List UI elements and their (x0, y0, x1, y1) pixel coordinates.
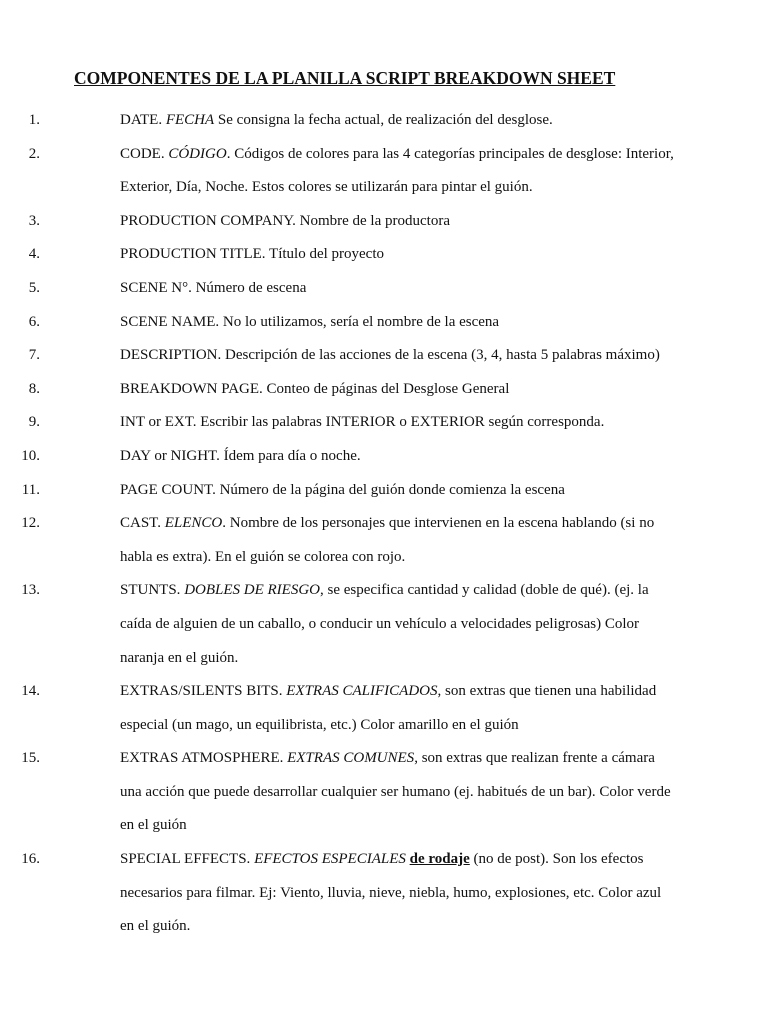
italic-term: FECHA (165, 112, 215, 128)
text-segment: PRODUCTION TITLE. Título del proyecto (120, 246, 384, 263)
list-item-line (120, 910, 700, 944)
list-item-line (120, 306, 700, 340)
list-item-line (120, 709, 700, 743)
list-item (0, 104, 700, 138)
italic-term: EXTRAS CALIFICADOS (286, 683, 438, 700)
list-item-number: 7. (28, 347, 40, 364)
list-item (0, 272, 700, 306)
text-segment: Exterior, Día, Noche. Estos colores se utilizarán para pintar el guión. (120, 179, 533, 196)
list-item-line (120, 205, 700, 239)
text-segment: SCENE NAME. No lo utilizamos, sería el nombre de la escena (120, 313, 500, 330)
text-segment: INT or EXT. Escribir las palabras INTERIOR o EXTERIOR según corresponda. (120, 414, 605, 431)
list-item (0, 238, 700, 272)
text-segment: SCENE N°. Número de escena (120, 279, 307, 296)
list-item-line (120, 608, 700, 642)
list-item-number: 6. (28, 313, 40, 330)
text-segment: caída de alguien de un caballo, o conducir un vehículo a velocidades peligrosas) Color (120, 615, 639, 632)
text-segment: necesarios para filmar. Ej: Viento, lluvia, nieve, niebla, humo, explosiones, etc. Color azul (120, 884, 662, 901)
text-segment: SPECIAL EFFECTS. (120, 851, 255, 868)
list-item-line (120, 406, 700, 440)
text-segment: CODE. (120, 145, 169, 162)
list-item (0, 843, 700, 944)
text-segment: CAST. (120, 515, 165, 532)
text-segment: en el guión (120, 817, 187, 834)
list-item (0, 406, 700, 440)
list-item-line (120, 642, 700, 676)
list-item (0, 675, 700, 742)
text-segment: , son extras que tienen una habilidad (437, 683, 657, 700)
list-item-number: 10. (21, 447, 40, 464)
text-segment: (no de post). Son los efectos (469, 851, 644, 868)
list-item-line (120, 574, 700, 608)
text-segment: especial (un mago, un equilibrista, etc.) Color amarillo en el guión (120, 716, 519, 733)
list-item-line (120, 742, 700, 776)
list-item-line (120, 440, 700, 474)
list-item-number: 5. (28, 279, 40, 296)
list-item (0, 440, 700, 474)
list-item-number: 12. (21, 515, 40, 532)
text-segment: , son extras que realizan frente a cámara (414, 750, 655, 767)
italic-term: EXTRAS COMUNES (287, 750, 415, 767)
list-item-line (120, 339, 700, 373)
list-item-line (120, 104, 700, 138)
list-item-number: 11. (21, 481, 40, 498)
text-segment: BREAKDOWN PAGE. Conteo de páginas del Desglose General (120, 380, 510, 397)
list-item-line (120, 675, 700, 709)
text-segment: PAGE COUNT. Número de la página del guión donde comienza la escena (120, 481, 565, 498)
text-segment: STUNTS. (120, 582, 185, 599)
text-segment: PRODUCTION COMPANY. Nombre de la productora (120, 212, 450, 229)
list-item-line (120, 776, 700, 810)
list-item-line (120, 238, 700, 272)
components-list (0, 104, 768, 944)
list-item (0, 373, 700, 407)
list-item (0, 507, 700, 574)
list-item (0, 574, 700, 675)
text-segment: una acción que puede desarrollar cualquier ser humano (ej. habitués de un bar). Color verde (120, 783, 671, 800)
list-item-line (120, 138, 700, 172)
text-segment: habla es extra). En el guión se colorea con rojo. (120, 548, 406, 565)
list-item-line (120, 272, 700, 306)
text-segment: . Nombre de los personajes que intervienen en la escena hablando (si no (222, 515, 655, 532)
list-item-line (120, 877, 700, 911)
italic-term: CÓDIGO (168, 145, 227, 162)
list-item-number: 13. (21, 582, 40, 599)
list-item-line (120, 474, 700, 508)
list-item (0, 306, 700, 340)
text-segment: naranja en el guión. (120, 649, 239, 666)
emphasis-term: de rodaje (409, 851, 470, 868)
list-item (0, 138, 700, 205)
list-item-number: 2. (28, 145, 40, 162)
list-item (0, 742, 700, 843)
list-item-number: 1. (28, 112, 40, 128)
italic-term: EFECTOS ESPECIALES (254, 851, 406, 868)
text-segment: en el guión. (120, 918, 191, 935)
text-segment: EXTRAS ATMOSPHERE. (120, 750, 288, 767)
list-item-number: 16. (21, 851, 40, 868)
list-item (0, 205, 700, 239)
list-item (0, 474, 700, 508)
list-item-number: 9. (28, 414, 40, 431)
italic-term: DOBLES DE RIESGO (184, 582, 321, 599)
list-item-number: 8. (28, 380, 40, 397)
list-item-line (120, 171, 700, 205)
italic-term: ELENCO (164, 515, 223, 532)
text-segment: DATE. (120, 112, 166, 128)
text-segment: DESCRIPTION. Descripción de las acciones de la escena (3, 4, hasta 5 palabras máximo) (120, 347, 660, 364)
list-item-number: 14. (21, 683, 40, 700)
text-segment: . Códigos de colores para las 4 categorías principales de desglose: Interior, (226, 145, 674, 162)
text-segment: EXTRAS/SILENTS BITS. (120, 683, 287, 700)
list-item-line (120, 843, 700, 877)
list-item-number: 3. (28, 212, 40, 229)
list-item-line (120, 541, 700, 575)
list-item-line (120, 809, 700, 843)
text-segment: DAY or NIGHT. Ídem para día o noche. (120, 447, 361, 464)
text-segment: Se consigna la fecha actual, de realización del desglose. (214, 112, 553, 128)
text-segment: , se especifica cantidad y calidad (doble de qué). (ej. la (320, 582, 649, 599)
list-item-number: 15. (21, 750, 40, 767)
list-item-line (120, 507, 700, 541)
list-item (0, 339, 700, 373)
list-item-line (120, 373, 700, 407)
list-item-number: 4. (28, 246, 40, 263)
page-title: COMPONENTES DE LA PLANILLA SCRIPT BREAKDOWN SHEET (74, 68, 616, 88)
